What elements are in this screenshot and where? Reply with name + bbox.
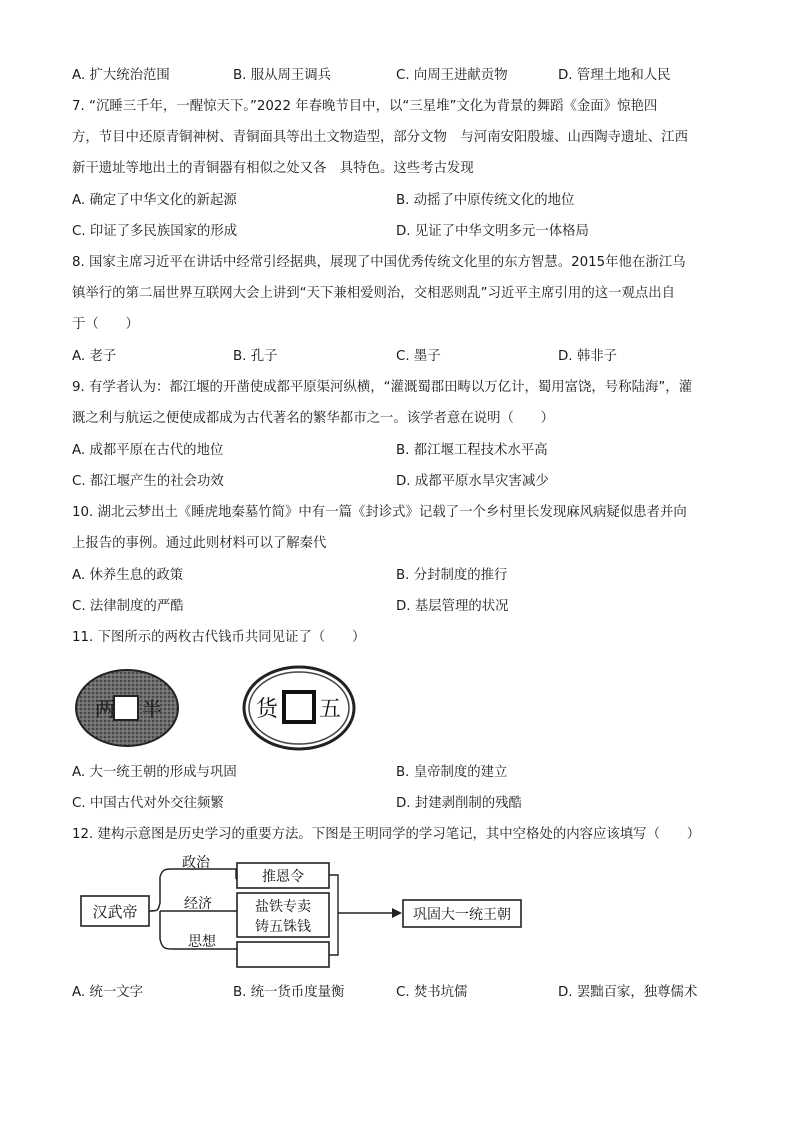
q10-option-b[interactable]: B. 分封制度的推行 xyxy=(396,568,508,583)
q12-option-a[interactable]: A. 统一文字 xyxy=(72,985,143,1000)
q7-option-b[interactable]: B. 动摇了中原传统文化的地位 xyxy=(396,193,575,208)
arrow-right-icon xyxy=(392,908,402,918)
q10-stem-line-1: 10. 湖北云梦出土《睡虎地秦墓竹简》中有一篇《封诊式》记载了一个乡村里长发现麻风病疑似患者并向 xyxy=(72,505,687,520)
diagram-branch-thought: 思想 xyxy=(188,934,216,950)
diagram-box-politics-label: 推恩令 xyxy=(262,869,304,885)
q11-option-d[interactable]: D. 封建剥削制的残酷 xyxy=(396,796,522,811)
q7-option-a[interactable]: A. 确定了中华文化的新起源 xyxy=(72,193,237,208)
q12-stem-line-1: 12. 建构示意图是历史学习的重要方法。下图是王明同学的学习笔记，其中空格处的内容应该填写（ ） xyxy=(72,827,701,842)
ban-liang-coin-image xyxy=(72,668,182,748)
coin1-glyph-right: 半 xyxy=(142,697,162,721)
q11-option-c[interactable]: C. 中国古代对外交往频繁 xyxy=(72,796,224,811)
q11-option-b[interactable]: B. 皇帝制度的建立 xyxy=(396,765,508,780)
q10-option-c[interactable]: C. 法律制度的严酷 xyxy=(72,599,184,614)
q8-option-d[interactable]: D. 韩非子 xyxy=(558,349,617,364)
q9-option-c[interactable]: C. 都江堰产生的社会功效 xyxy=(72,474,224,489)
q8-stem-line-3: 于（ ） xyxy=(72,317,139,332)
coin1-glyph-left: 两 xyxy=(95,697,115,721)
q9-option-a[interactable]: A. 成都平原在古代的地位 xyxy=(72,443,224,458)
study-notes-diagram xyxy=(80,855,530,975)
coin2-glyph-left: 货 xyxy=(256,697,279,722)
diagram-box-economy-label-1: 盐铁专卖 xyxy=(255,899,311,915)
q7-option-d[interactable]: D. 见证了中华文明多元一体格局 xyxy=(396,224,589,239)
q8-option-c[interactable]: C. 墨子 xyxy=(396,349,441,364)
diagram-brace xyxy=(149,869,172,949)
q10-option-a[interactable]: A. 休养生息的政策 xyxy=(72,568,184,583)
diagram-branch-politics: 政治 xyxy=(182,855,210,871)
q9-stem-line-1: 9. 有学者认为：都江堰的开凿使成都平原渠河纵横，“灌溉蜀郡田畴以万亿计，蜀用富饶，号称陆海”，灌 xyxy=(72,380,693,395)
diagram-root-label: 汉武帝 xyxy=(92,903,138,921)
q7-stem-line-3: 新干遗址等地出土的青铜器有相似之处又各 具特色。这些考古发现 xyxy=(72,161,474,176)
huo-quan-coin-image xyxy=(240,664,358,752)
q10-option-d[interactable]: D. 基层管理的状况 xyxy=(396,599,509,614)
q9-stem-line-2: 溉之利与航运之便使成都成为古代著名的繁华都市之一。该学者意在说明（ ） xyxy=(72,411,555,426)
q12-option-d[interactable]: D. 罢黜百家，独尊儒术 xyxy=(558,985,698,1000)
q11-option-a[interactable]: A. 大一统王朝的形成与巩固 xyxy=(72,765,237,780)
q7-stem-line-1: 7. “沉睡三千年，一醒惊天下。”2022 年春晚节目中，以“三星堆”文化为背景的舞蹈《金面》惊艳四 xyxy=(72,99,658,114)
q8-option-b[interactable]: B. 孔子 xyxy=(233,349,278,364)
q8-stem-line-1: 8. 国家主席习近平在讲话中经常引经据典，展现了中国优秀传统文化里的东方智慧。2015年他在浙江乌 xyxy=(72,255,686,270)
diagram-result-label: 巩固大一统王朝 xyxy=(413,907,511,923)
q11-stem-line-1: 11. 下图所示的两枚古代钱币共同见证了（ ） xyxy=(72,630,366,645)
diagram-connector xyxy=(329,875,392,955)
q6-option-b[interactable]: B. 服从周王调兵 xyxy=(233,68,332,83)
q8-option-a[interactable]: A. 老子 xyxy=(72,349,117,364)
q6-option-a[interactable]: A. 扩大统治范围 xyxy=(72,68,170,83)
q12-option-b[interactable]: B. 统一货币度量衡 xyxy=(233,985,345,1000)
coin2-glyph-right: 五 xyxy=(319,697,342,722)
q6-option-d[interactable]: D. 管理土地和人民 xyxy=(558,68,671,83)
q9-option-d[interactable]: D. 成都平原水旱灾害减少 xyxy=(396,474,549,489)
diagram-box-economy-label-2: 铸五铢钱 xyxy=(255,919,311,935)
q10-stem-line-2: 上报告的事例。通过此则材料可以了解秦代 xyxy=(72,536,327,551)
q7-option-c[interactable]: C. 印证了多民族国家的形成 xyxy=(72,224,238,239)
q8-stem-line-2: 镇举行的第二届世界互联网大会上讲到“天下兼相爱则治，交相恶则乱”习近平主席引用的这一观点出自 xyxy=(72,286,676,301)
diagram-box-thought-blank[interactable] xyxy=(237,942,329,967)
diagram-branch-economy: 经济 xyxy=(184,896,212,912)
q7-stem-line-2: 方，节目中还原青铜神树、青铜面具等出土文物造型，部分文物 与河南安阳殷墟、山西陶寺遗址、江西 xyxy=(72,130,688,145)
q6-option-c[interactable]: C. 向周王进献贡物 xyxy=(396,68,508,83)
q12-option-c[interactable]: C. 焚书坑儒 xyxy=(396,985,468,1000)
q9-option-b[interactable]: B. 都江堰工程技术水平高 xyxy=(396,443,548,458)
